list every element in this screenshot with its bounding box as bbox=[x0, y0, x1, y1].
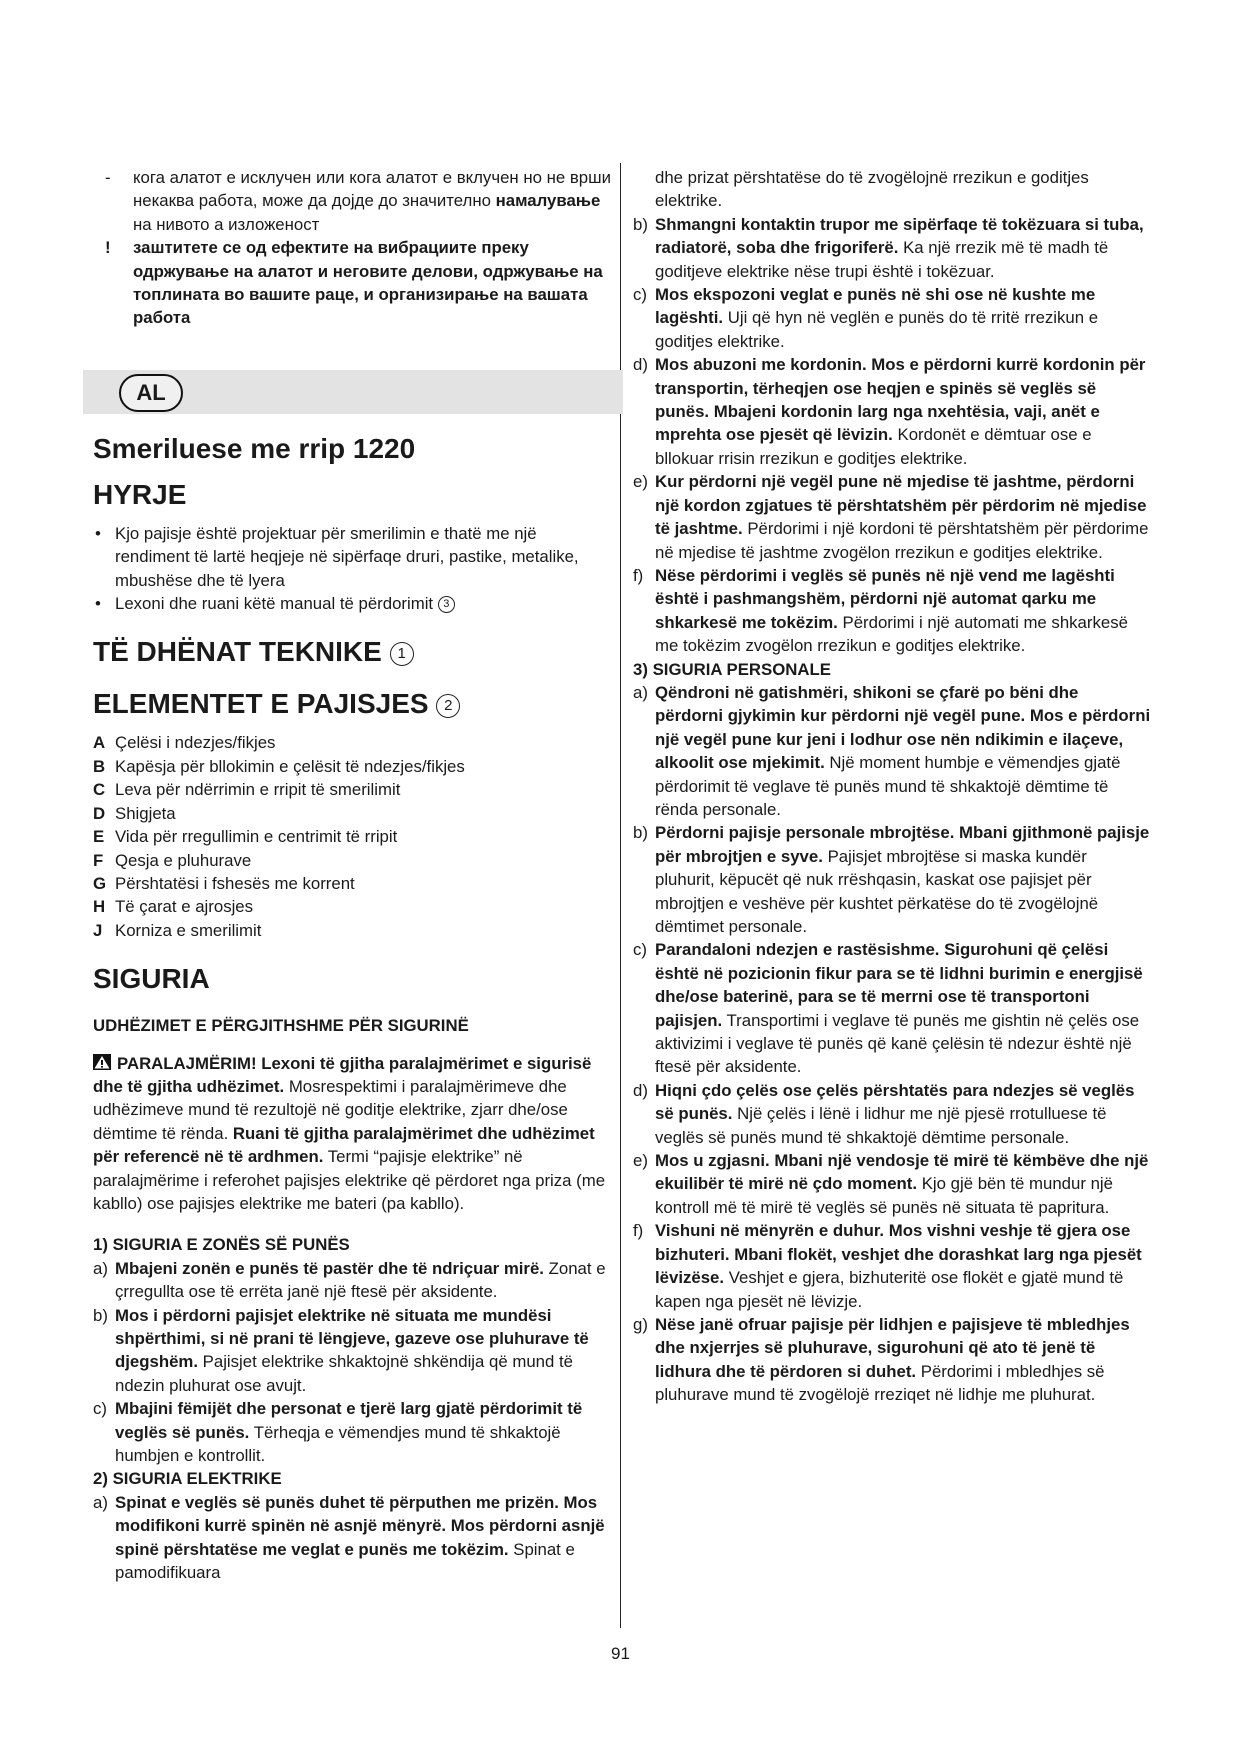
language-badge: AL bbox=[119, 374, 183, 412]
list-item-continuation: dhe prizat përshtatëse do të zvogëlojnë rrezikun e goditjes elektrike. bbox=[655, 168, 1089, 211]
mk-excl-item: ! заштитете се од ефектите на вибрациите преку одржување на алатот и неговите делови, одржување на топлината во вашите раце, и организирање на вашата работа bbox=[105, 238, 603, 328]
personal-safety-heading: 3) SIGURIA PERSONALE bbox=[633, 659, 831, 679]
electric-safety-heading: 2) SIGURIA ELEKTRIKE bbox=[93, 1469, 282, 1489]
elements-heading: ELEMENTET E PAJISJES 2 bbox=[93, 687, 613, 721]
list-item: A Çelësi i ndezjes/fikjes bbox=[93, 733, 276, 753]
list-item: f) Nëse përdorimi i veglës së punës në një vend me lagështi është i pashmangshëm, përdorni një automat qarku me shkarkesë me tokëzim. Përdorimi i një automati me shkarkesë me tokëzim zvogëlon rrezikun e goditjes elektrike. bbox=[633, 565, 1128, 656]
list-item: e) Kur përdorni një vegël pune në mjedise të jashtme, përdorni një kordon zgjatues të përshtatshëm për përdorim në mjedise të jashtme. Përdorimi i një kordoni të përshtatshëm për përdorime në mjedise të jashtme zvogëlon rrezikun e goditjes elektrike. bbox=[633, 472, 1149, 562]
siguria-heading: SIGURIA bbox=[93, 963, 210, 995]
list-item: H Të çarat e ajrosjes bbox=[93, 897, 254, 917]
list-item: F Qesja e pluhurave bbox=[93, 850, 252, 870]
language-band bbox=[83, 370, 623, 414]
list-item: b) Mos i përdorni pajisjet elektrike në situata me mundësi shpërthimi, si në prani të lëngjeve, gazeve ose pluhurave të djegshëm. Pajisjet elektrike shkaktojnë shkëndija që mund të ndezin pluhurat ose avujt. bbox=[93, 1305, 589, 1395]
mk-dash-item: - кога алатот е исклучен или кога алатот е вклучен но не врши некаква работа, може да дојде до значително намалување на нивото а изложеност bbox=[105, 168, 611, 234]
list-item: G Përshtatësi i fshesës me korrent bbox=[93, 873, 355, 893]
general-safety-heading: UDHËZIMET E PËRGJITHSHME PËR SIGURINË bbox=[93, 1016, 469, 1036]
elements-list bbox=[93, 731, 613, 942]
hyrje-heading: HYRJE bbox=[93, 478, 187, 510]
list-item: c) Mbajini fëmijët dhe personat e tjerë larg gjatë përdorimit të veglës së punës. Tërheqja e vëmendjes mund të shkaktojë humbjen e kontrollit. bbox=[93, 1399, 583, 1466]
hyrje-bullet-2: • Lexoni dhe ruani këtë manual të përdorimit 3 bbox=[93, 592, 613, 615]
warning-paragraph: PARALAJMËRIM! Lexoni të gjitha paralajmërimet e sigurisë dhe të gjitha udhëzimet. Mosrespektimi i paralajmërimeve dhe udhëzimeve mund të rezultojë në goditje elektrike, zjarr dhe/ose dëmtime të rënda. Ruani të gjitha paralajmërimet dhe udhëzimet për referencë në të ardhmen. Termi “pajisje elektrike” në paralajmërime i referohet pajisjes elektrike që përdoret nga priza (me kabllo) ose pajisjes elektrike me bateri (pa kabllo). bbox=[93, 1053, 606, 1213]
figure-ref-2: 2 bbox=[436, 694, 460, 718]
work-area-heading: 1) SIGURIA E ZONËS SË PUNËS bbox=[93, 1235, 350, 1255]
left-column bbox=[93, 166, 613, 1584]
list-item: C Leva për ndërrimin e rripit të smerilimit bbox=[93, 780, 401, 800]
list-item: B Kapësja për bllokimin e çelësit të ndezjes/fikjes bbox=[93, 756, 465, 776]
tech-heading: TË DHËNAT TEKNIKE 1 bbox=[93, 635, 613, 669]
hyrje-bullet-1: • Kjo pajisje është projektuar për smerilimin e thatë me një rendiment të lartë heqjeje në sipërfaqe druri, pastike, metalike, mbushëse dhe të lyera bbox=[93, 522, 613, 592]
list-item: c) Parandaloni ndezjen e rastësishme. Sigurohuni që çelësi është në pozicionin fikur para se të lidhni burimin e energjisë dhe/ose baterinë, para se të merrni ose të transportoni pajisjen. Transportimi i veglave të punës me gishtin në çelës ose aktivizimi i veglave të punës që kanë çelësin të ndezur është një ftesë për aksidente. bbox=[633, 940, 1143, 1077]
list-item: a) Qëndroni në gatishmëri, shikoni se çfarë po bëni dhe përdorni gjykimin kur përdorni një vegël pune. Mos e përdorni një vegël pune kur jeni i lodhur ose nën ndikimin e ilaçeve, alkoolit ose mjekimit. Një moment humbje e vëmendjes gjatë përdorimit të veglave të punës mund të shkaktojë dëmtime të rënda personale. bbox=[633, 682, 1151, 819]
list-item: D Shigjeta bbox=[93, 803, 176, 823]
page-number: 91 bbox=[611, 1644, 630, 1663]
list-item: g) Nëse janë ofruar pajisje për lidhjen e pajisjeve të mbledhjes dhe nxjerrjes së pluhurave, sigurohuni që ato të jenë të lidhura dhe të përdoren si duhet. Përdorimi i mbledhjes së pluhurave mund të zvogëlojë rreziqet në lidhje me pluhurat. bbox=[633, 1314, 1130, 1405]
figure-ref-1: 1 bbox=[390, 642, 414, 666]
list-item: c) Mos ekspozoni veglat e punës në shi ose në kushte me lagështi. Uji që hyn në veglën e punës do të rritë rrezikun e goditjes elektrike. bbox=[633, 285, 1099, 351]
list-item: d) Mos abuzoni me kordonin. Mos e përdorni kurrë kordonin për transportin, tërheqjen ose heqjen e spinës së veglës së punës. Mbajeni kordonin larg nga nxehtësia, vaji, anët e mprehta ose pjesët që lëvizin. Kordonët e dëmtuar ose e bllokuar rrisin rrezikun e goditjes elektrike. bbox=[633, 355, 1146, 468]
list-item: f) Vishuni në mënyrën e duhur. Mos vishni veshje të gjera ose bizhuteri. Mbani flokët, veshjet dhe dorashkat larg nga pjesët lëvizëse. Veshjet e gjera, bizhuteritë ose flokët e gjatë mund të kapen nga pjesët në lëvizje. bbox=[633, 1221, 1142, 1311]
list-item: E Vida për rregullimin e centrimit të rripit bbox=[93, 827, 398, 847]
electric-safety-list bbox=[633, 213, 1151, 658]
personal-safety-list bbox=[633, 681, 1151, 1407]
page-title: Smeriluese me rrip 1220 bbox=[93, 432, 416, 464]
right-column bbox=[633, 166, 1151, 1407]
work-area-list bbox=[93, 1257, 613, 1468]
list-item: J Korniza e smerilimit bbox=[93, 920, 262, 940]
list-item: b) Përdorni pajisje personale mbrojtëse. Mbani gjithmonë pajisje për mbrojtjen e syve. Pajisjet mbrojtëse si maska kundër pluhurit, këpucët që nuk rrëshqasin, kaskat ose pajisjet për mbrojtjen e veshëve për kushtet përkatëse do të zvogëlojnë dëmtimet personale. bbox=[633, 823, 1150, 936]
list-item: e) Mos u zgjasni. Mbani një vendosje të mirë të këmbëve dhe një ekuilibër të mirë në çdo moment. Kjo gjë bën të mundur një kontroll më të mirë të veglës së punës në situata të papritura. bbox=[633, 1151, 1149, 1217]
figure-ref-3: 3 bbox=[438, 596, 455, 613]
warning-icon bbox=[93, 1054, 111, 1070]
list-item: a) Mbajeni zonën e punës të pastër dhe të ndriçuar mirë. Zonat e çrregullta ose të errëta janë një ftesë për aksidente. bbox=[93, 1258, 606, 1302]
list-item: d) Hiqni çdo çelës ose çelës përshtatës para ndezjes së veglës së punës. Një çelës i lënë i lidhur me një pjesë rrotulluese të veglës së punës mund të shkaktojë dëmtime personale. bbox=[633, 1080, 1135, 1147]
list-item: a) Spinat e veglës së punës duhet të përputhen me prizën. Mos modifikoni kurrë spinën në asnjë mënyrë. Mos përdorni asnjë spinë përshtatëse me veglat e punës me tokëzim. Spinat e pamodifikuara bbox=[93, 1492, 605, 1583]
list-item: b) Shmangni kontaktin trupor me sipërfaqe të tokëzuara si tuba, radiatorë, soba dhe frigoriferë. Ka një rrezik më të madh të goditjeve elektrike nëse trupi është i tokëzuar. bbox=[633, 214, 1144, 281]
